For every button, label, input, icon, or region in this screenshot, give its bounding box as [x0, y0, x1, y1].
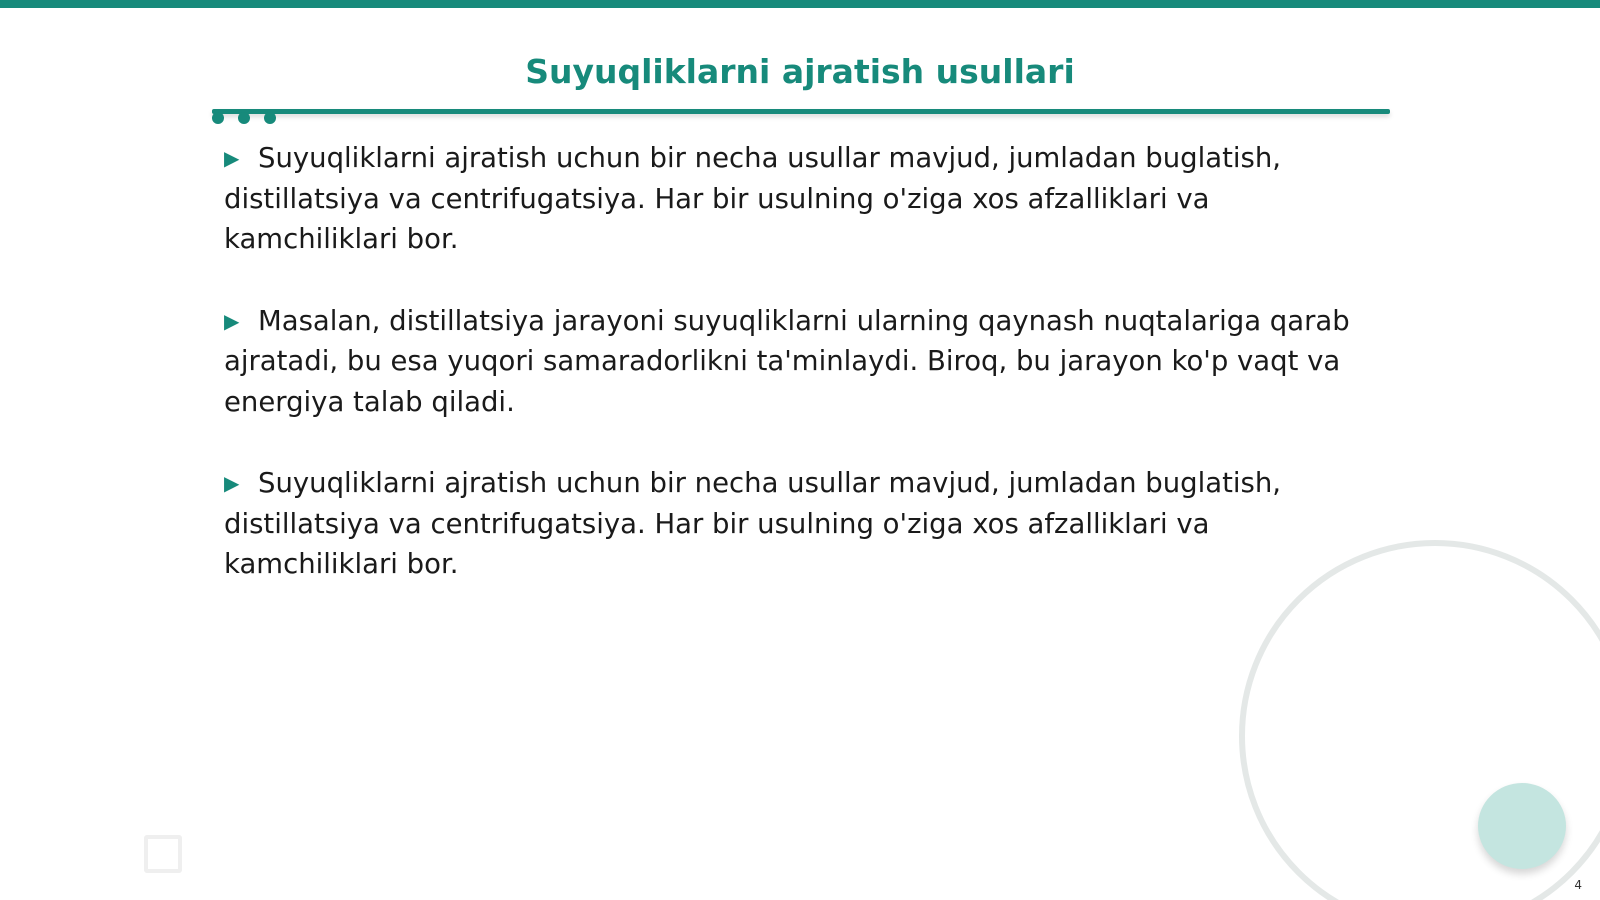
bullet-paragraph — [224, 138, 1354, 260]
decor-dot — [264, 112, 276, 124]
bullet-paragraph — [224, 301, 1354, 423]
paragraph-text: Suyuqliklarni ajratish uchun bir necha usullar mavjud, jumladan buglatish, distillatsiya va centrifugatsiya. Har bir usulning o'ziga xos afzalliklari va kamchiliklari bor. — [224, 142, 1282, 255]
bullet-arrow-icon: ▶ — [224, 308, 240, 333]
top-accent-bar — [0, 0, 1600, 8]
paragraph-text: Suyuqliklarni ajratish uchun bir necha usullar mavjud, jumladan buglatish, distillatsiya va centrifugatsiya. Har bir usulning o'ziga xos afzalliklari va kamchiliklari bor. — [224, 467, 1282, 580]
decor-dot — [238, 112, 250, 124]
decor-bubble — [1478, 783, 1566, 869]
decor-dot — [212, 112, 224, 124]
title-underline — [212, 109, 1390, 114]
decor-square — [144, 835, 182, 873]
slide-title: Suyuqliklarni ajratish usullari — [525, 52, 1075, 91]
bullet-paragraph — [224, 463, 1354, 585]
bullet-arrow-icon: ▶ — [224, 146, 240, 170]
paragraph-text: Masalan, distillatsiya jarayoni suyuqliklarni ularning qaynash nuqtalariga qarab ajratadi, bu esa yuqori samaradorlikni ta'minlaydi. Biroq, bu jarayon ko'p vaqt va energiya talab qiladi. — [224, 304, 1350, 418]
page-number: 4 — [1574, 878, 1582, 892]
bullet-arrow-icon: ▶ — [224, 471, 240, 495]
bullet-list — [224, 138, 1354, 626]
